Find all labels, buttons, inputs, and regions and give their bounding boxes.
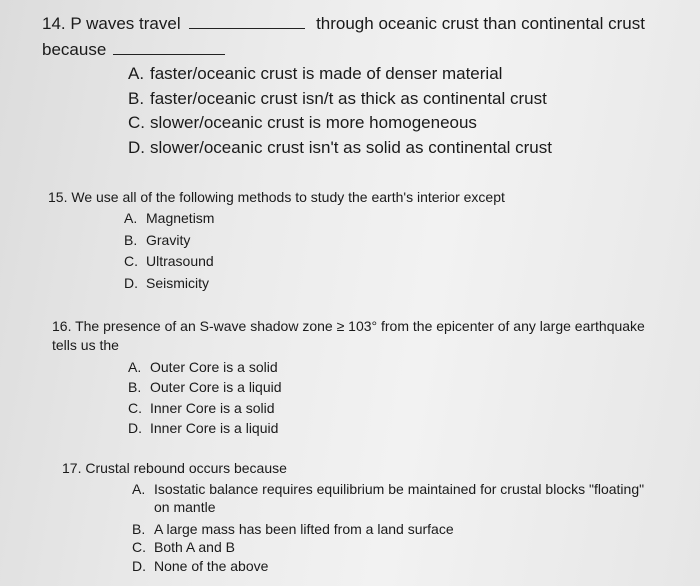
- option-text: Outer Core is a liquid: [150, 379, 282, 395]
- q17-option-c[interactable]: [132, 539, 235, 555]
- q15-option-c[interactable]: [124, 253, 214, 269]
- option-letter: B.: [124, 232, 138, 248]
- option-letter: A.: [124, 210, 138, 226]
- q15-option-a[interactable]: [124, 210, 214, 226]
- option-text: Seismicity: [146, 275, 210, 291]
- option-letter: C.: [128, 400, 142, 416]
- option-text: Inner Core is a solid: [150, 400, 275, 416]
- option-text: Gravity: [146, 232, 191, 248]
- option-letter: D.: [124, 275, 138, 291]
- option-letter: B.: [128, 89, 145, 108]
- option-text: slower/oceanic crust isn't as solid as continental crust: [150, 138, 552, 157]
- q14-prefix: 14. P waves travel: [42, 14, 181, 33]
- option-text: A large mass has been lifted from a land surface: [154, 521, 454, 537]
- q14-because: because: [42, 40, 107, 59]
- option-letter: A.: [132, 481, 146, 497]
- q16-option-d[interactable]: [128, 420, 278, 436]
- q16-option-c[interactable]: [128, 400, 275, 416]
- q14-middle: through oceanic crust than continental crust: [316, 14, 645, 33]
- q17-option-d[interactable]: [132, 558, 268, 574]
- option-letter: D.: [132, 558, 146, 574]
- option-letter: B.: [132, 521, 146, 537]
- option-letter: A.: [128, 359, 142, 375]
- q14-blank-1[interactable]: [189, 28, 305, 29]
- option-text: Ultrasound: [146, 253, 214, 269]
- q14-stem: [42, 14, 645, 34]
- option-letter: C.: [132, 539, 146, 555]
- option-text: Both A and B: [154, 539, 235, 555]
- q16-stem-line2: tells us the: [52, 337, 119, 353]
- q14-stem-line2: [42, 40, 225, 60]
- q17-option-a-continued: [132, 499, 215, 515]
- option-letter: B.: [128, 379, 142, 395]
- q17-option-a[interactable]: [132, 481, 644, 497]
- option-letter: A.: [128, 64, 145, 83]
- q15-option-b[interactable]: [124, 232, 190, 248]
- option-text: on mantle: [154, 499, 216, 515]
- option-letter: D.: [128, 420, 142, 436]
- q15-option-d[interactable]: [124, 275, 209, 291]
- q14-option-b[interactable]: [128, 89, 547, 109]
- q14-blank-2[interactable]: [113, 54, 225, 55]
- option-text: Magnetism: [146, 210, 215, 226]
- option-text: Outer Core is a solid: [150, 359, 278, 375]
- q14-option-a[interactable]: [128, 64, 502, 84]
- q14-option-c[interactable]: [128, 113, 477, 133]
- option-text: Isostatic balance requires equilibrium be maintained for crustal blocks "floating": [154, 481, 645, 497]
- q14-option-d[interactable]: [128, 138, 552, 158]
- option-text: None of the above: [154, 558, 269, 574]
- q15-stem: 15. We use all of the following methods to study the earth's interior except: [48, 189, 505, 205]
- option-letter: C.: [124, 253, 138, 269]
- q16-option-a[interactable]: [128, 359, 278, 375]
- option-text: faster/oceanic crust is made of denser material: [150, 64, 503, 83]
- option-letter: D.: [128, 138, 145, 157]
- option-text: slower/oceanic crust is more homogeneous: [150, 113, 477, 132]
- option-letter: C.: [128, 113, 145, 132]
- q17-option-b[interactable]: [132, 521, 454, 537]
- q16-option-b[interactable]: [128, 379, 282, 395]
- option-text: Inner Core is a liquid: [150, 420, 279, 436]
- q16-stem-line1: 16. The presence of an S-wave shadow zone ≥ 103° from the epicenter of any large earthquake: [52, 318, 645, 334]
- option-text: faster/oceanic crust isn/t as thick as continental crust: [150, 89, 547, 108]
- q17-stem: 17. Crustal rebound occurs because: [62, 460, 287, 476]
